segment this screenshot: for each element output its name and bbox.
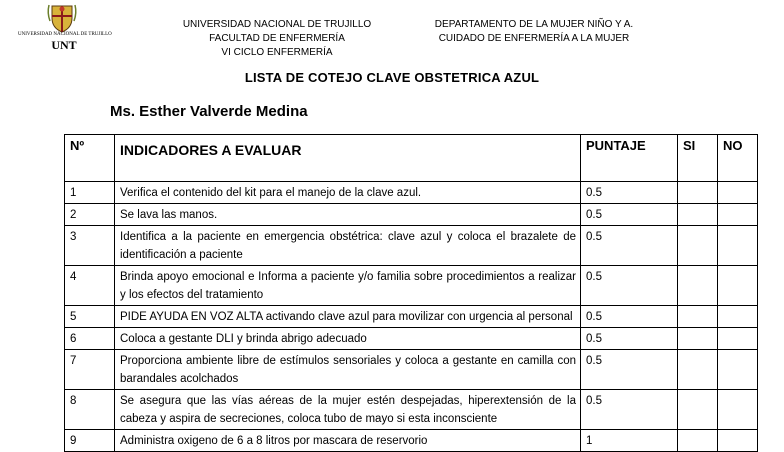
row-indicator: Brinda apoyo emocional e Informa a paciente y/o familia sobre procedimientos a realizar y los efectos del tratamiento: [115, 266, 581, 306]
row-indicator: Se asegura que las vías aéreas de la mujer estén despejadas, hiperextensión de la cabeza y aspira de secreciones, coloca tubo de mayo si esta inconsciente: [115, 390, 581, 430]
header-cycle: VI CICLO ENFERMERÍA: [221, 47, 333, 58]
row-number: 3: [65, 226, 115, 266]
row-score: 0.5: [581, 204, 678, 226]
header-department: DEPARTAMENTO DE LA MUJER NIÑO Y A.: [434, 19, 634, 30]
column-header-score: PUNTAJE: [581, 135, 678, 182]
row-indicator: Se lava las manos.: [115, 204, 581, 226]
table-row: [65, 182, 758, 204]
author-name: Ms. Esther Valverde Medina: [110, 103, 308, 120]
row-no-cell[interactable]: [718, 226, 758, 266]
header-university: UNIVERSIDAD NACIONAL DE TRUJILLO: [182, 19, 372, 30]
row-score: 0.5: [581, 328, 678, 350]
row-score: 1: [581, 430, 678, 452]
column-header-number: Nº: [65, 135, 115, 182]
row-number: 1: [65, 182, 115, 204]
row-yes-cell[interactable]: [678, 328, 718, 350]
row-yes-cell[interactable]: [678, 390, 718, 430]
table-header-row: [65, 135, 758, 182]
logo-acronym: UNT: [51, 38, 77, 52]
row-no-cell[interactable]: [718, 266, 758, 306]
row-score: 0.5: [581, 306, 678, 328]
row-score: 0.5: [581, 266, 678, 306]
university-shield-icon: [46, 3, 78, 33]
column-header-yes: SI: [678, 135, 718, 182]
row-no-cell[interactable]: [718, 328, 758, 350]
university-logo: [18, 3, 110, 51]
row-no-cell[interactable]: [718, 390, 758, 430]
checklist-table: [64, 134, 758, 452]
row-number: 7: [65, 350, 115, 390]
row-score: 0.5: [581, 226, 678, 266]
row-no-cell[interactable]: [718, 204, 758, 226]
row-yes-cell[interactable]: [678, 182, 718, 204]
row-indicator: Proporciona ambiente libre de estímulos sensoriales y coloca a gestante en camilla con barandales acolchados: [115, 350, 581, 390]
row-indicator: Coloca a gestante DLI y brinda abrigo adecuado: [115, 328, 581, 350]
row-number: 8: [65, 390, 115, 430]
row-indicator: Administra oxigeno de 6 a 8 litros por mascara de reservorio: [115, 430, 581, 452]
header-course: CUIDADO DE ENFERMERÍA A LA MUJER: [438, 33, 630, 44]
row-number: 5: [65, 306, 115, 328]
row-number: 6: [65, 328, 115, 350]
row-no-cell[interactable]: [718, 350, 758, 390]
row-yes-cell[interactable]: [678, 350, 718, 390]
document-title: LISTA DE COTEJO CLAVE OBSTETRICA AZUL: [244, 70, 540, 85]
table-row: [65, 306, 758, 328]
row-yes-cell[interactable]: [678, 226, 718, 266]
row-yes-cell[interactable]: [678, 204, 718, 226]
logo-caption: UNIVERSIDAD NACIONAL DE TRUJILLO: [18, 32, 112, 37]
row-indicator: Verifica el contenido del kit para el manejo de la clave azul.: [115, 182, 581, 204]
header-right: [424, 18, 644, 46]
row-number: 2: [65, 204, 115, 226]
column-header-no: NO: [718, 135, 758, 182]
table-row: [65, 226, 758, 266]
row-score: 0.5: [581, 350, 678, 390]
row-score: 0.5: [581, 182, 678, 204]
table-row: [65, 266, 758, 306]
row-yes-cell[interactable]: [678, 306, 718, 328]
column-header-indicator: INDICADORES A EVALUAR: [115, 135, 581, 182]
row-number: 9: [65, 430, 115, 452]
row-number: 4: [65, 266, 115, 306]
table-row: [65, 390, 758, 430]
row-indicator: Identifica a la paciente en emergencia obstétrica: clave azul y coloca el brazalete de identificación a paciente: [115, 226, 581, 266]
row-no-cell[interactable]: [718, 306, 758, 328]
header-left: [172, 18, 382, 60]
row-yes-cell[interactable]: [678, 266, 718, 306]
table-row: [65, 204, 758, 226]
row-no-cell[interactable]: [718, 182, 758, 204]
row-score: 0.5: [581, 390, 678, 430]
header-faculty: FACULTAD DE ENFERMERÍA: [209, 33, 345, 44]
row-indicator: PIDE AYUDA EN VOZ ALTA activando clave azul para movilizar con urgencia al personal: [115, 306, 581, 328]
table-row: [65, 328, 758, 350]
table-row: [65, 350, 758, 390]
